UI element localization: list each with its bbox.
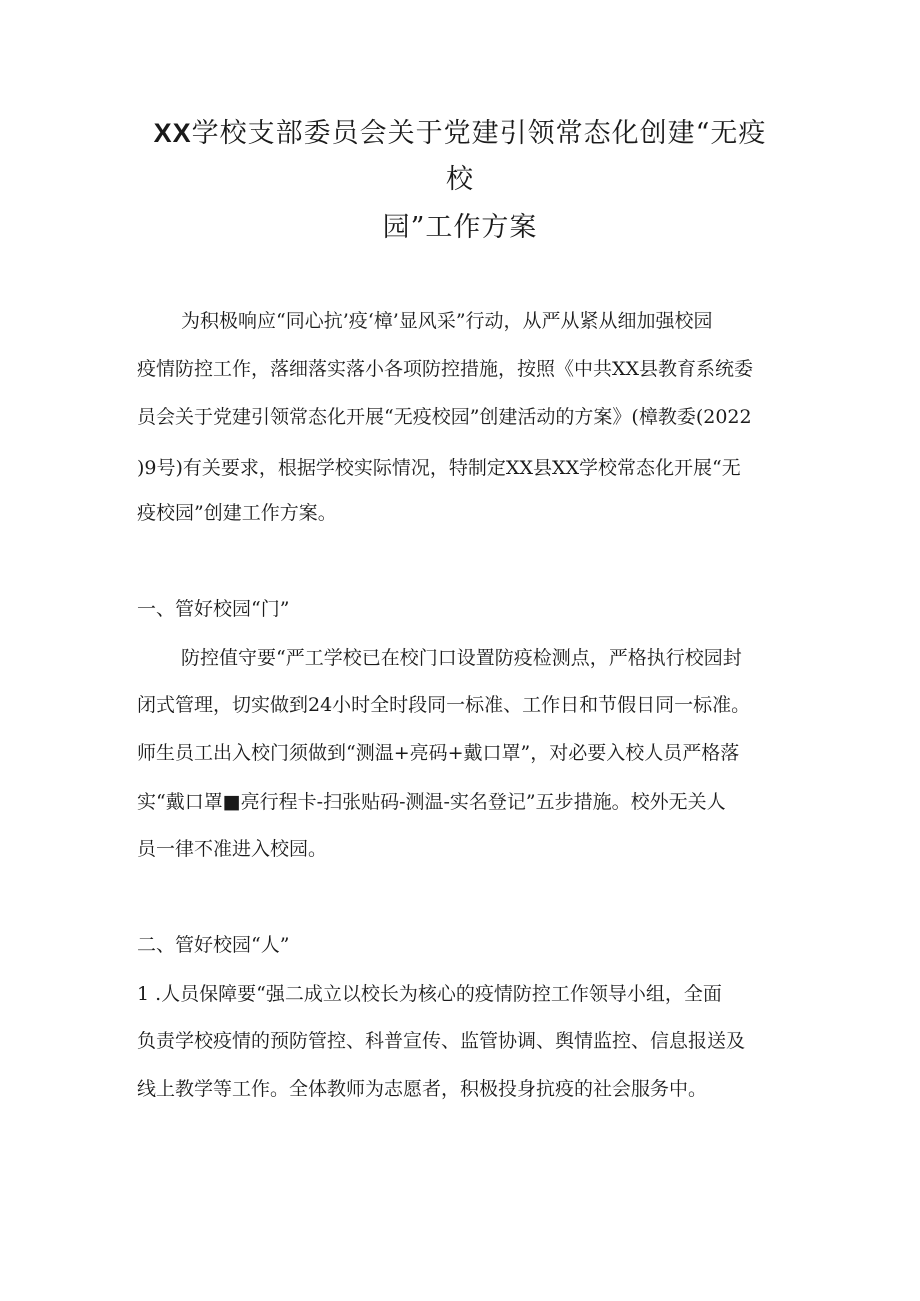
section-heading: 一、管好校园“门” [137,598,290,620]
section-line: 负责学校疫情的预防管控、科普宣传、监管协调、舆情监控、信息报送及 [137,1030,746,1052]
intro-line: 疫情防控工作，落细落实落小各项防控措施，按照《中共XX县教育系统委 [137,358,754,380]
intro-line: )9号)有关要求，根据学校实际情况，特制定XX县XX学校常态化开展“无 [137,457,741,479]
section-line: 实“戴口罩■亮行程卡-扫张贴码-测温-实名登记”五步措施。校外无关人 [137,791,726,813]
section-line: 师生员工出入校门须做到“测温+亮码+戴口罩”，对必要入校人员严格落 [137,742,740,764]
title-text: 学校支部委员会关于党建引领常态化创建“无疫 [191,118,767,149]
section-line: 员一律不准进入校园。 [137,838,328,860]
intro-line: 疫校园”创建工作方案。 [137,502,337,524]
document-title-line-2: 校 [446,164,474,195]
document-title-line-3: 园”工作方案 [382,212,538,243]
intro-line: 员会关于党建引领常态化开展“无疫校园”创建活动的方案》(樟教委(2022 [137,406,752,428]
section-line: 1 .人员保障要“强二成立以校长为核心的疫情防控工作领导小组，全面 [137,983,722,1005]
section-line: 闭式管理，切实做到24小时全时段同一标准、工作日和节假日同一标准。 [137,694,751,716]
title-prefix: XX [153,118,192,148]
document-title-line-1 [0,116,920,151]
section-line: 防控值守要“严工学校已在校门口设置防疫检测点，严格执行校园封 [181,647,742,669]
intro-line: 为积极响应“同心抗’疫‘樟’显风采”行动，从严从紧从细加强校园 [181,310,713,332]
section-heading: 二、管好校园“人” [137,934,290,956]
section-line: 线上教学等工作。全体教师为志愿者，积极投身抗疫的社会服务中。 [137,1078,708,1100]
